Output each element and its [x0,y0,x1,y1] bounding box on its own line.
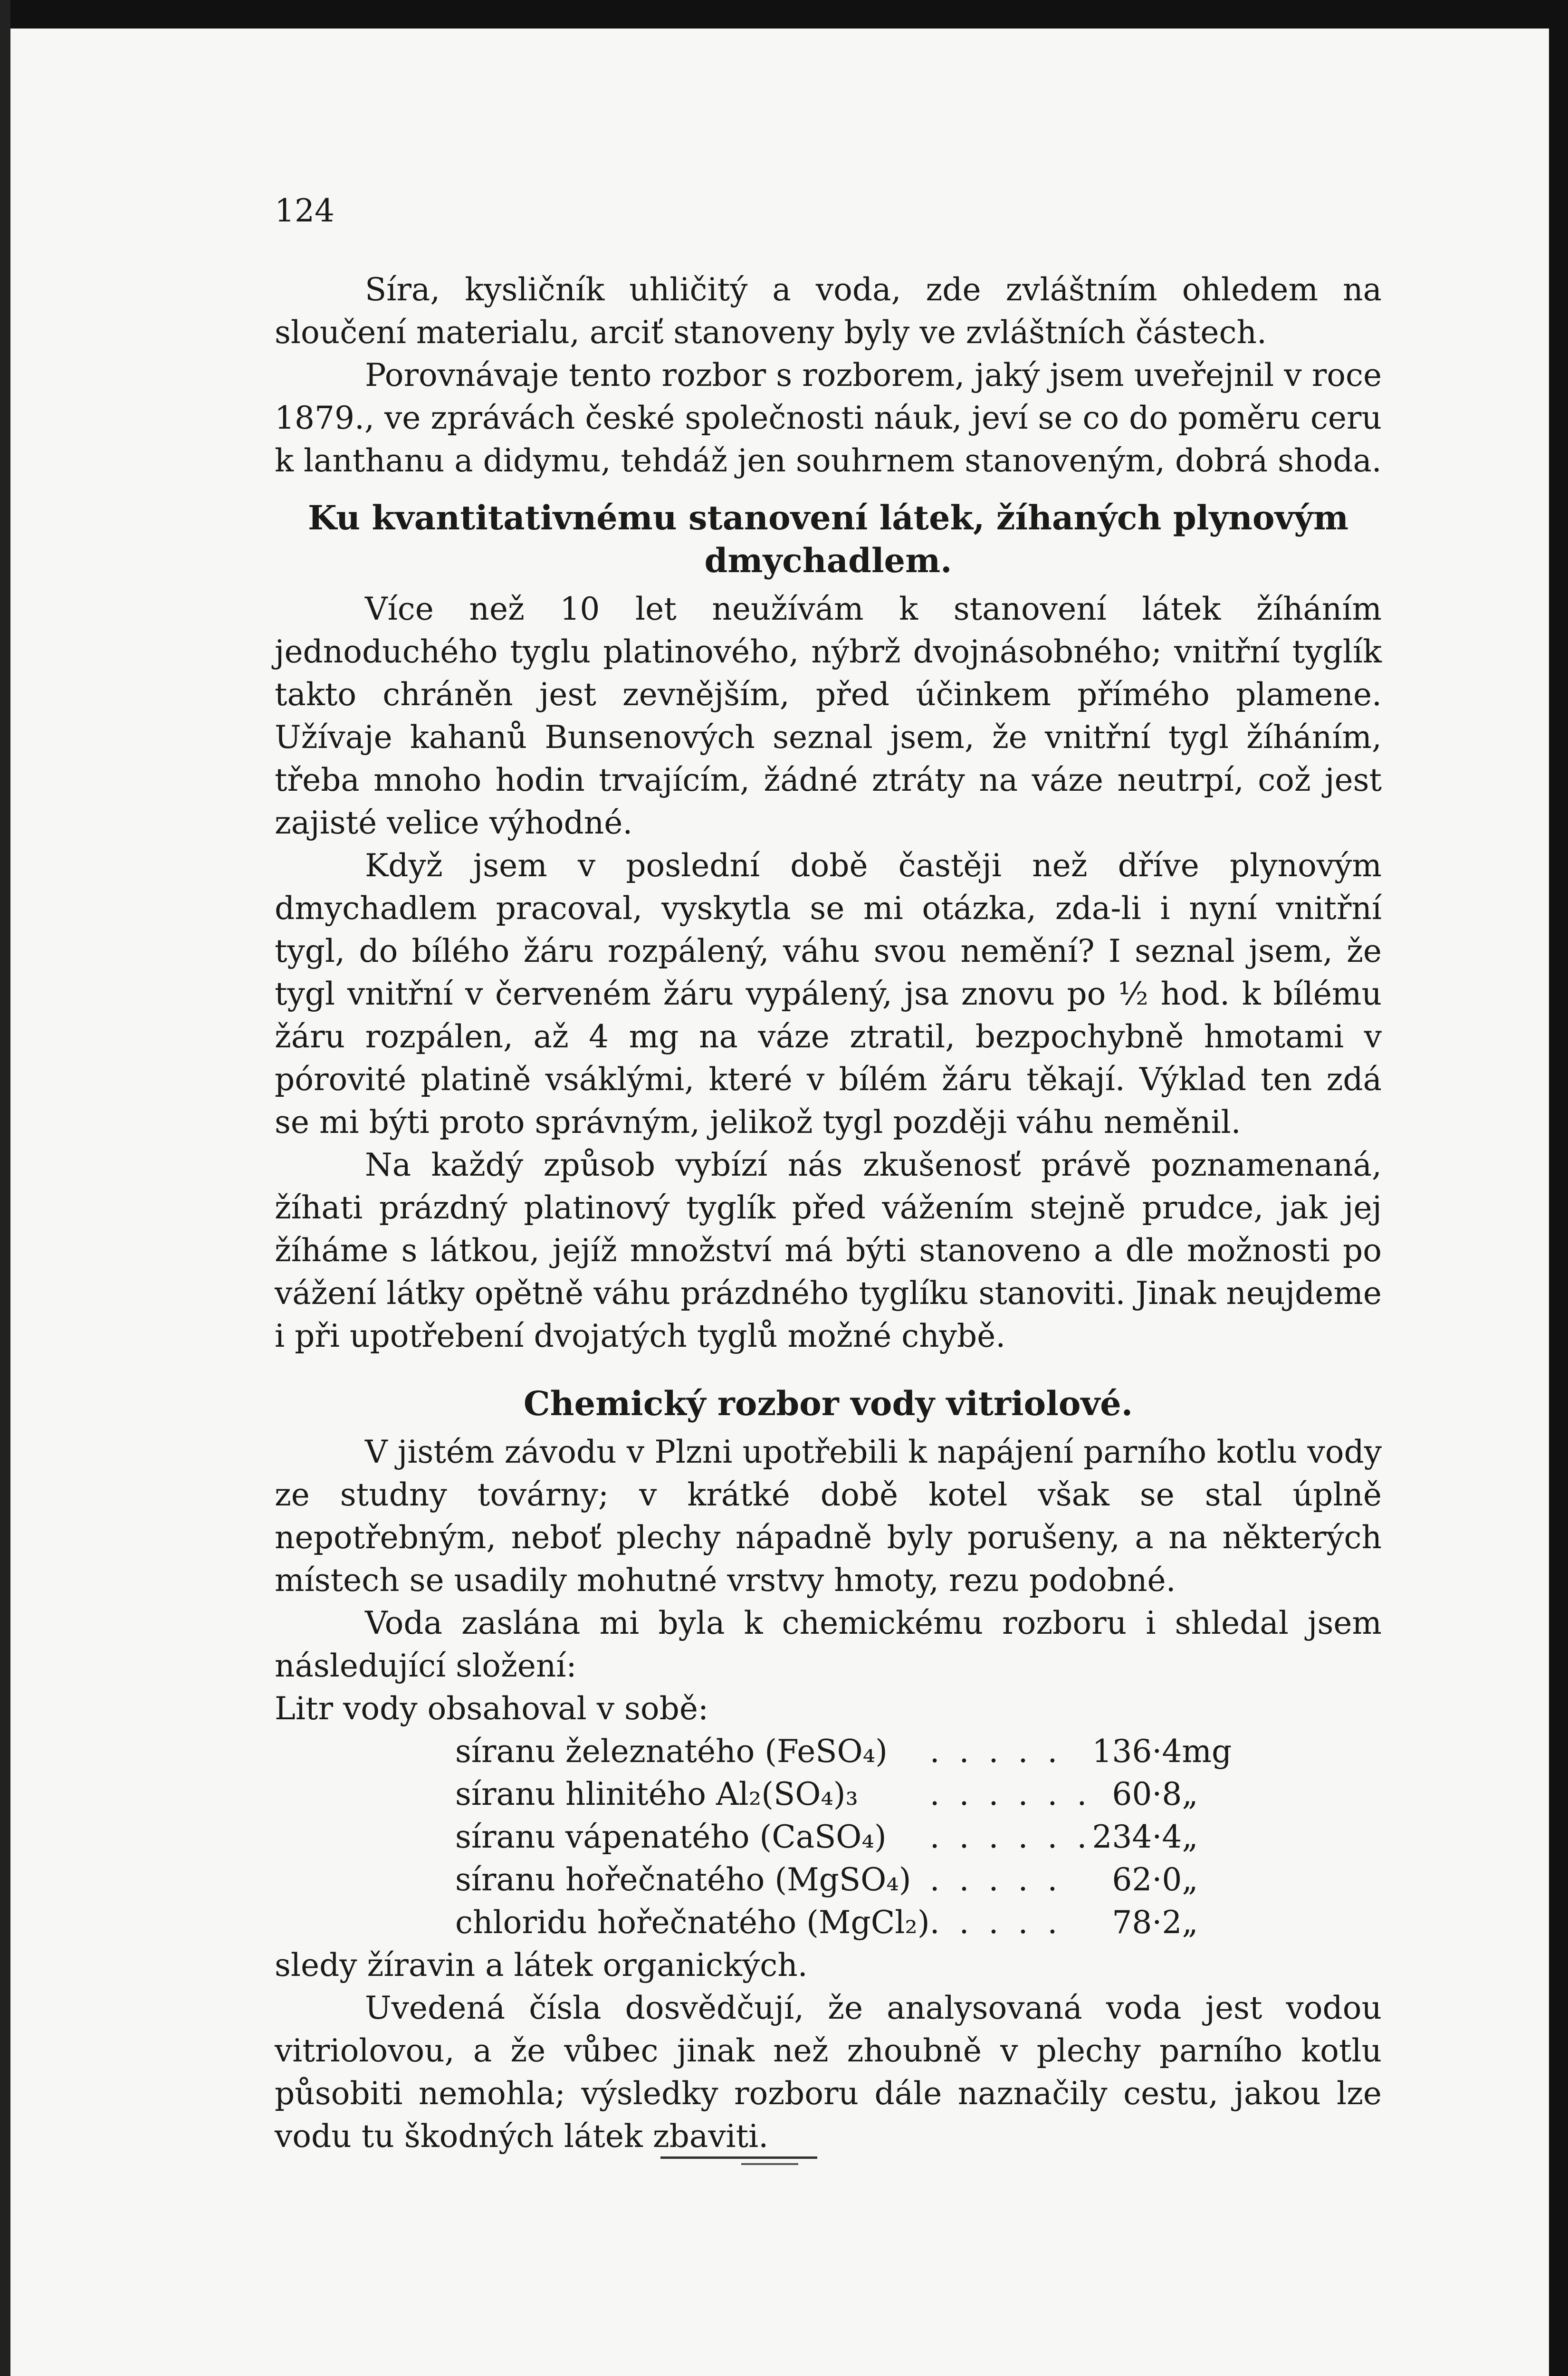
text-block [275,268,1382,2158]
section-heading-kvantitativni: Ku kvantitativnému stanovení látek, žíhaných plynovým dmychadlem. [307,498,1349,580]
compound-unit: „ [1182,1819,1198,1855]
conclusion-paragraph: Uvedená čísla dosvědčují, že analysovaná voda jest vodou vitriolovou, a že vůbec jinak než zhoubně v plechy parního kotlu působiti nemohla; výsledky rozboru dále naznačily cestu, jakou lze vodu tu škodných látek zbaviti. [275,1990,1382,2155]
section2-paragraph-1: V jistém závodu v Plzni upotřebili k napájení parního kotlu vody ze studny továrny; v krátké době kotel však se stal úplně nepotřebným, neboť plechy nápadně byly porušeny, a na některých místech se usadily mohutné vrstvy hmoty, rezu podobné. [275,1434,1382,1599]
compound-value: 78·2 [1112,1904,1182,1941]
compound-name: chloridu hořečnatého (MgCl₂) [455,1904,930,1941]
section2-paragraph-2: Voda zaslána mi byla k chemickému rozboru i shledal jsem následující složení: [275,1605,1382,1684]
section-heading-rozbor-vody: Chemický rozbor vody vitriolové. [523,1384,1133,1423]
compound-value: 136·4 [1092,1733,1182,1770]
scan-edge-right [1549,0,1568,2376]
page-number: 124 [275,192,335,229]
composition-table [455,1730,1248,1944]
compound-value: 60·8 [1112,1776,1182,1812]
section1-paragraph-2: Když jsem v poslední době častěji než dříve plynovým dmychadlem pracoval, vyskytla se mi otázka, zda-li i nyní vnitřní tygl, do bílého žáru rozpálený, váhu svou nemění? I seznal jsem, že tygl vnitřní v červeném žáru vypálený, jsa znovu po ½ hod. k bílému žáru rozpálen, až 4 mg na váze ztratil, bezpochybně hmotami v pórovité platině vsáklými, které v bílém žáru těkají. Výklad ten zdá se mi býti proto správným, jelikož tygl později váhu neměnil. [275,847,1382,1140]
leader-dots: . . . . . [929,1904,1062,1941]
traces-line: sledy žíravin a látek organických. [275,1947,808,1983]
end-rule [660,2156,817,2159]
compound-name: síranu železnatého (FeSO₄) [455,1733,888,1770]
compound-unit: „ [1182,1904,1198,1941]
compound-value: 62·0 [1112,1861,1182,1898]
compound-name: síranu hořečnatého (MgSO₄) [455,1861,911,1898]
scan-edge-left [0,0,10,2376]
compound-unit: mg [1182,1733,1232,1770]
end-rule-short [741,2163,798,2165]
leader-dots: . . . . . [929,1733,1062,1770]
composition-row [455,1730,1248,1773]
intro-paragraph-2: Porovnávaje tento rozbor s rozborem, jaký jsem uveřejnil v roce 1879., ve zprávách české společnosti náuk, jeví se co do poměru ceru k lanthanu a didymu, tehdáž jen souhrnem stanoveným, dobrá shoda. [275,357,1382,479]
compound-name: síranu hlinitého Al₂(SO₄)₃ [455,1776,858,1812]
composition-row [455,1773,1248,1816]
leader-dots: . . . . . . [929,1776,1092,1812]
section1-paragraph-1: Více než 10 let neužívám k stanovení látek žíháním jednoduchého tyglu platinového, nýbrž dvojnásobného; vnitřní tyglík takto chráněn jest zevnějším, před účinkem přímého plamene. Užívaje kahanů Bunsenových seznal jsem, že vnitřní tygl žíháním, třeba mnoho hodin trvajícím, žádné ztráty na váze neutrpí, což jest zajisté velice výhodné. [275,591,1382,841]
compound-name: síranu vápenatého (CaSO₄) [455,1819,887,1855]
composition-row [455,1816,1248,1859]
compound-value: 234·4 [1092,1819,1182,1855]
compound-unit: „ [1182,1861,1198,1898]
composition-intro: Litr vody obsahoval v sobě: [275,1690,709,1727]
scan-edge-top [0,0,1568,29]
leader-dots: . . . . . [929,1861,1062,1898]
intro-paragraph-1: Síra, kysličník uhličitý a voda, zde zvláštním ohledem na sloučení materialu, arciť stanoveny byly ve zvláštních částech. [275,271,1382,351]
leader-dots: . . . . . . [929,1819,1092,1855]
compound-unit: „ [1182,1776,1198,1812]
composition-row [455,1901,1248,1944]
composition-row [455,1859,1248,1901]
section1-paragraph-3: Na každý způsob vybízí nás zkušenosť právě poznamenaná, žíhati prázdný platinový tyglík před vážením stejně prudce, jak jej žíháme s látkou, jejíž množství má býti stanoveno a dle možnosti po vážení látky opětně váhu prázdného tyglíku stanoviti. Jinak neujdeme i při upotřebení dvojatých tyglů možné chybě. [275,1147,1382,1354]
